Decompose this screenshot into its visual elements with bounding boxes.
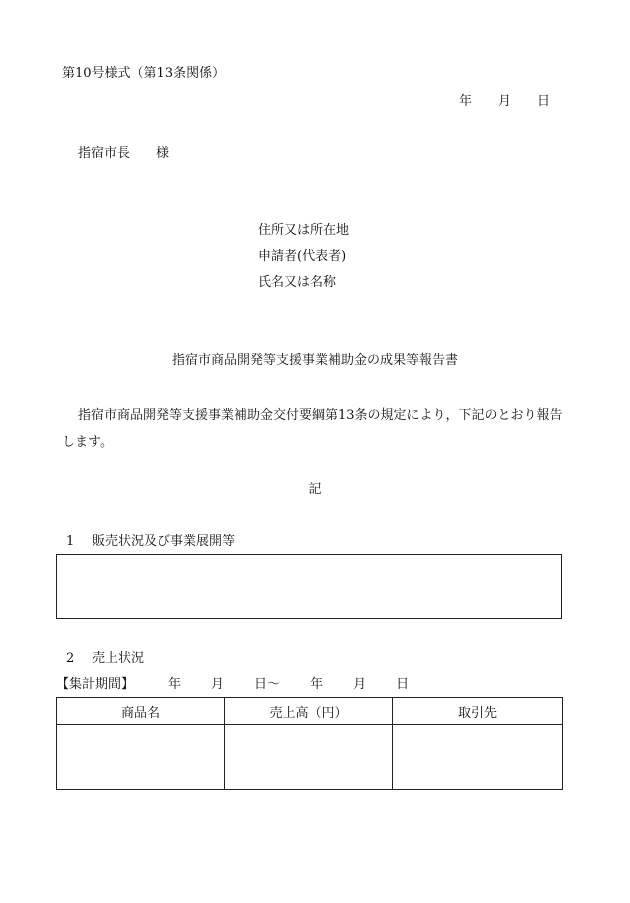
section1-label: 販売状況及び事業展開等 — [92, 534, 236, 549]
period-label: 【集計期間】 — [56, 677, 135, 692]
document-title: 指宿市商品開発等支援事業補助金の成果等報告書 — [171, 353, 458, 368]
period-month2: 月 — [353, 677, 367, 692]
period-year2: 年 — [310, 677, 324, 692]
section2-label: 売上状況 — [92, 651, 145, 666]
section1-number: 1 — [66, 534, 75, 549]
section2-number: 2 — [66, 651, 75, 666]
address-label: 住所又は所在地 — [258, 223, 350, 238]
period-year1: 年 — [168, 677, 182, 692]
period-day1: 日～ — [254, 677, 281, 692]
col-header-client: 取引先 — [393, 698, 563, 725]
addressee — [78, 146, 169, 162]
aggregation-period — [56, 677, 409, 693]
addressee-name: 指宿市長 — [78, 146, 131, 161]
sales-table — [56, 697, 563, 790]
ki-heading: 記 — [308, 482, 322, 497]
date-line — [459, 94, 550, 110]
table-header-row — [57, 698, 563, 725]
form-number: 第10号様式（第13条関係） — [62, 66, 226, 81]
section2-heading — [66, 651, 144, 667]
name-label: 氏名又は名称 — [258, 275, 337, 290]
cell-client[interactable] — [393, 725, 563, 790]
sales-status-box[interactable] — [56, 554, 562, 619]
period-day2: 日 — [396, 677, 410, 692]
addressee-honorific: 様 — [156, 146, 170, 161]
cell-product[interactable] — [57, 725, 225, 790]
date-month: 月 — [497, 94, 511, 109]
applicant-label: 申請者(代表者) — [258, 249, 347, 264]
section1-heading — [66, 534, 235, 550]
table-row — [57, 725, 563, 790]
date-year: 年 — [458, 94, 472, 109]
date-day: 日 — [536, 94, 550, 109]
cell-sales[interactable] — [225, 725, 393, 790]
body-paragraph: 指宿市商品開発等支援事業補助金交付要綱第13条の規定により，下記のとおり報告します。 — [62, 408, 563, 450]
period-month1: 月 — [211, 677, 225, 692]
col-header-sales: 売上高（円） — [225, 698, 393, 725]
col-header-product: 商品名 — [57, 698, 225, 725]
